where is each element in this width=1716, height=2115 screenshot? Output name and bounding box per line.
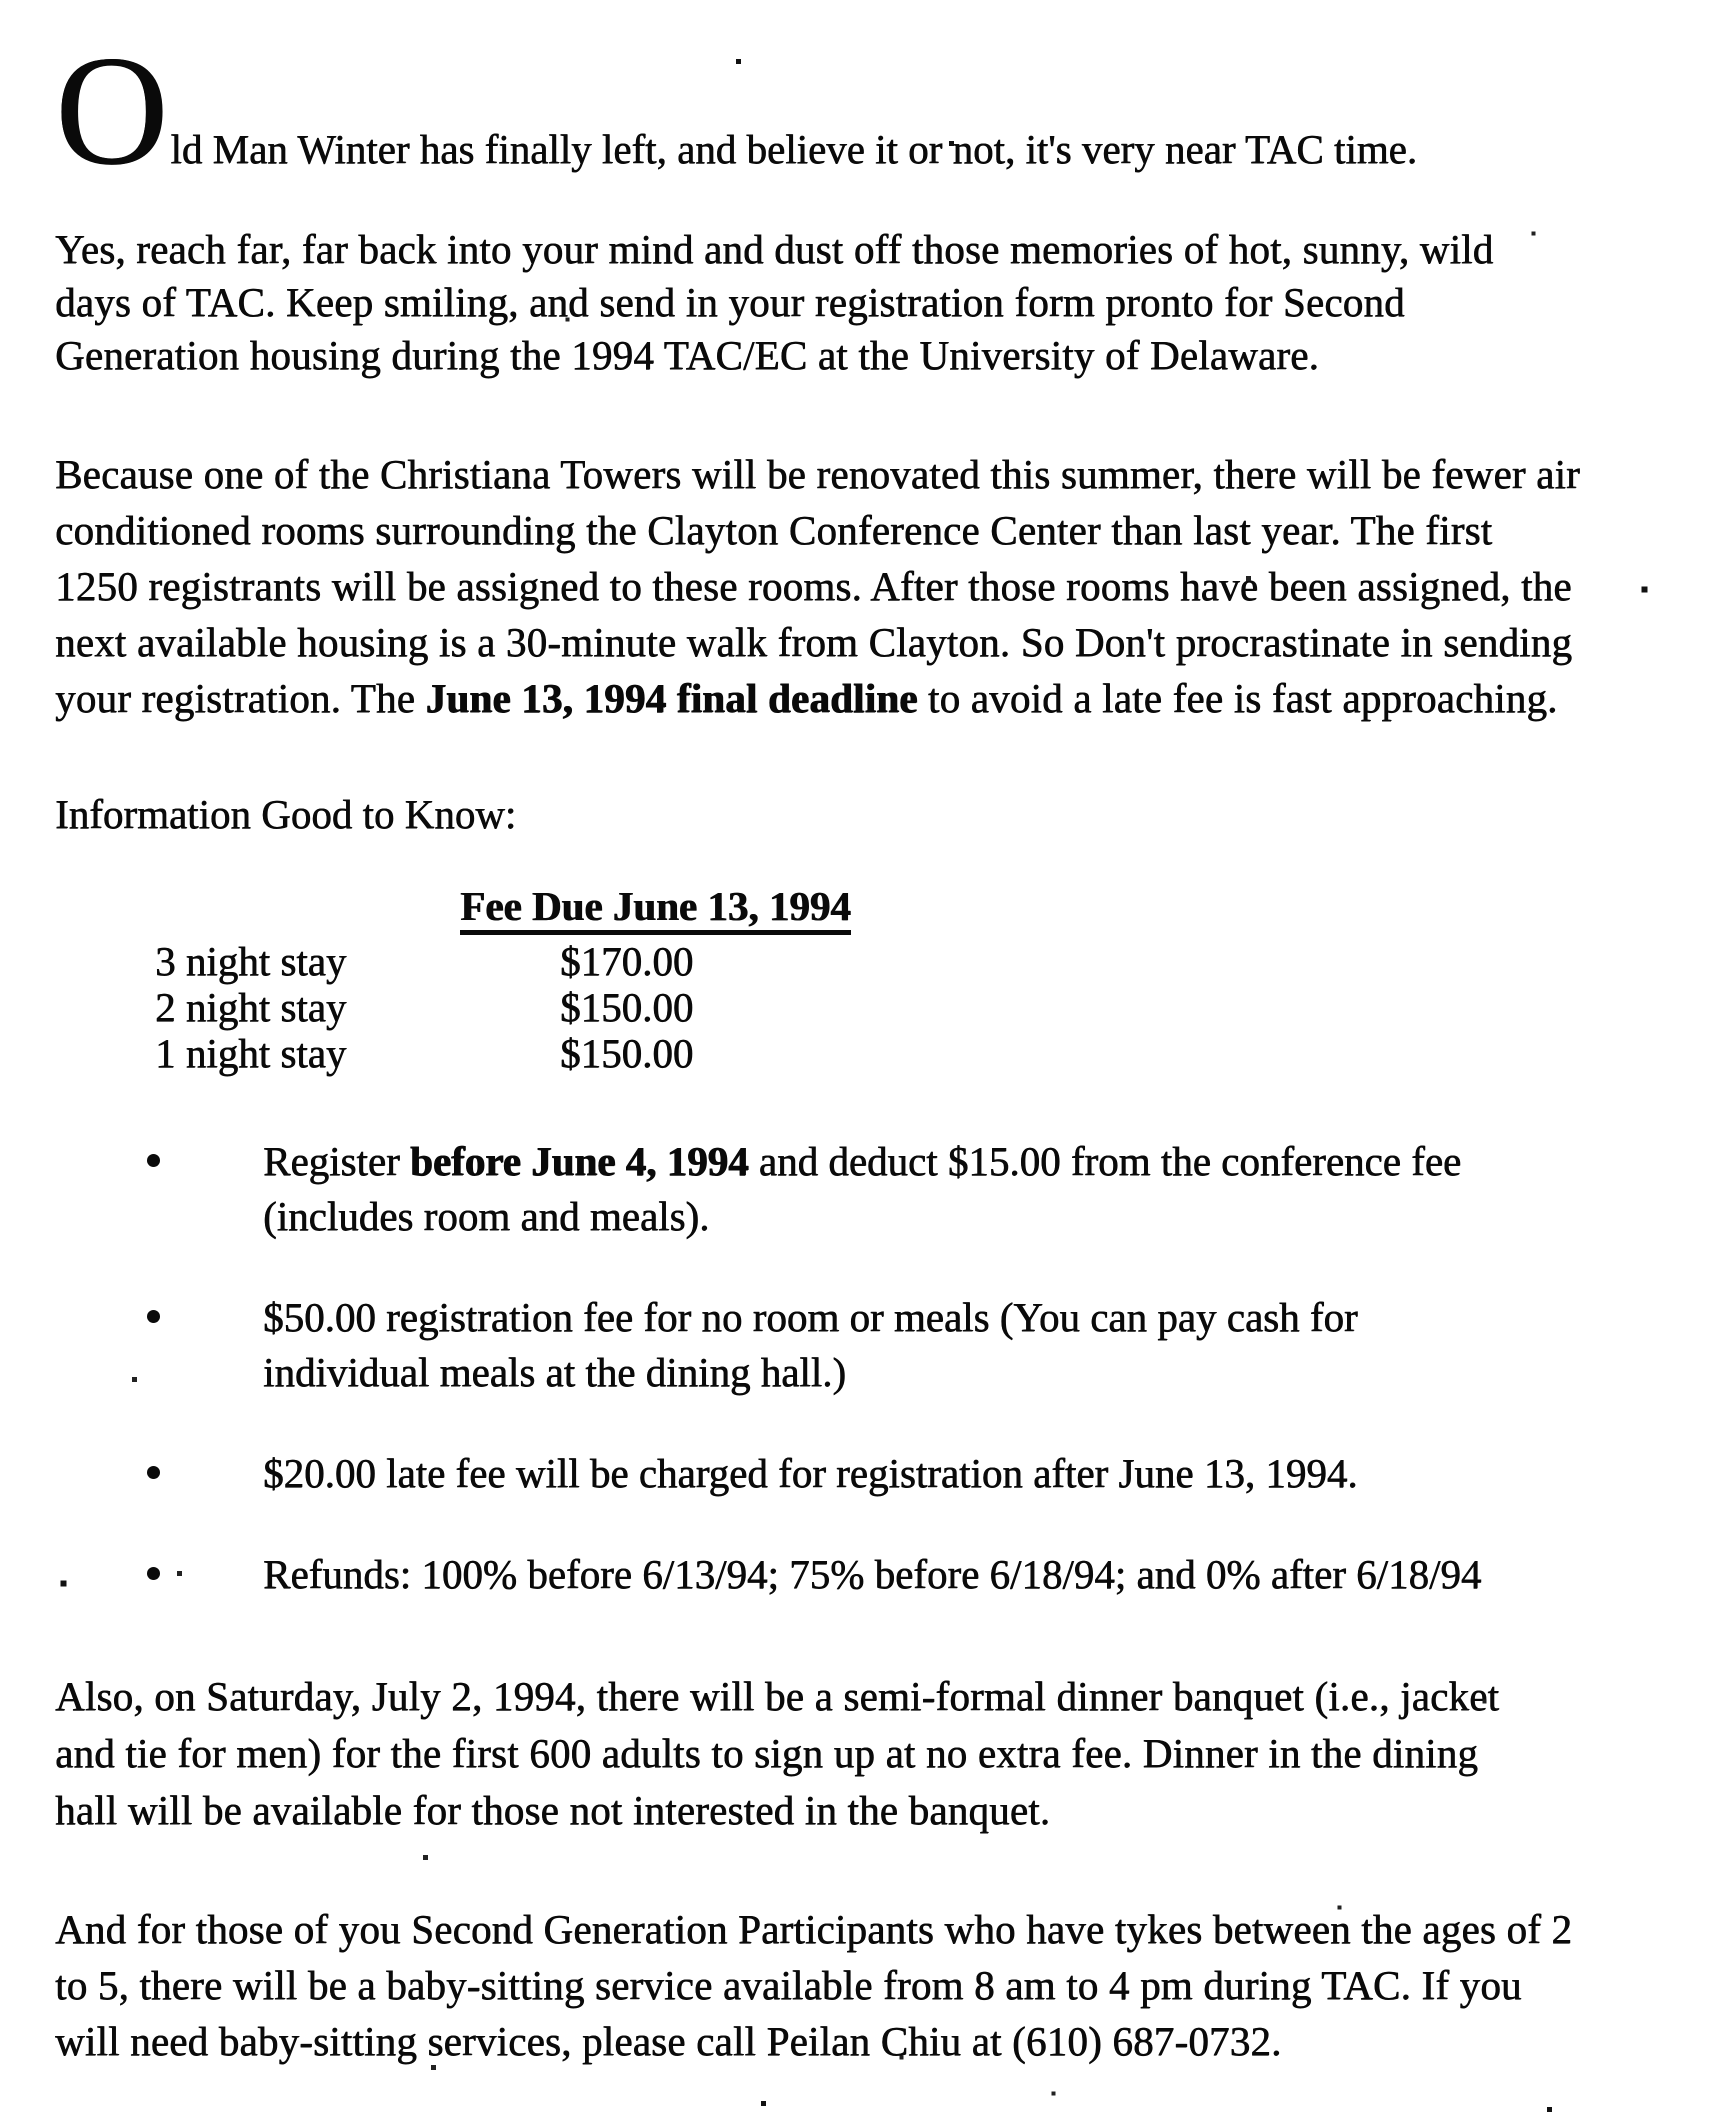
fee-table-header-row xyxy=(460,882,1556,930)
bullet-text: Refunds: 100% before 6/13/94; 75% before 6/18/94; and 0% after 6/18/94 xyxy=(263,1551,1482,1597)
fee-amount: $150.00 xyxy=(560,1030,694,1076)
bullet-text: $50.00 registration fee for no room or meals (You can pay cash for individual meals at the dining hall.) xyxy=(263,1294,1358,1395)
fee-label: 2 night stay xyxy=(155,984,347,1030)
fee-table xyxy=(155,882,1556,1076)
bullet-item-early-discount xyxy=(55,1134,1556,1244)
bullet-dot-icon xyxy=(147,1466,160,1479)
bullet-item-late-fee xyxy=(55,1446,1556,1501)
fee-row-1-night xyxy=(155,1030,1556,1076)
housing-text-post: to avoid a late fee is fast approaching. xyxy=(917,675,1558,721)
fee-amount: $150.00 xyxy=(560,984,694,1030)
deadline-bold-text: June 13, 1994 final deadline xyxy=(425,675,918,721)
bullet-list xyxy=(55,1134,1556,1602)
bullet-dot-icon xyxy=(147,1310,160,1323)
fee-row-2-night xyxy=(155,984,1556,1030)
housing-text-pre: Because one of the Christiana Towers will be renovated this summer, there will be fewer air conditioned rooms surrounding the Clayton Conference Center than last year. The first 1250 registrants will be assigned to these rooms. After those rooms have been assigned, the next available housing is a 30-minute walk from Clayton. So Don't procrastinate in sending your registration. The xyxy=(55,451,1580,721)
opening-paragraph xyxy=(55,23,1556,197)
opening-text: ld Man Winter has finally left, and believe it or not, it's very near TAC time. xyxy=(170,126,1417,172)
bullet-bold-text: before June 4, 1994 xyxy=(409,1138,749,1184)
info-heading: Information Good to Know: xyxy=(55,791,517,837)
banquet-paragraph: Also, on Saturday, July 2, 1994, there will be a semi-formal dinner banquet (i.e., jacket and tie for men) for the first 600 adults to sign up at no extra fee. Dinner in the dining hall will be available for those not interested in the banquet. xyxy=(55,1673,1500,1833)
dropcap-letter: O xyxy=(55,23,171,197)
bullet-dot-icon xyxy=(147,1567,160,1580)
bullet-item-registration-fee xyxy=(55,1290,1556,1400)
fee-label: 1 night stay xyxy=(155,1030,347,1076)
photocopy-noise-specks xyxy=(0,0,3,3)
fee-amount: $170.00 xyxy=(560,938,694,984)
housing-paragraph xyxy=(55,446,1580,726)
bullet-text xyxy=(263,1134,1493,1244)
bullet-text-post: and deduct $15.00 from the conference fee (includes room and meals). xyxy=(263,1138,1462,1239)
intro-paragraph: Yes, reach far, far back into your mind and dust off those memories of hot, sunny, wild days of TAC. Keep smiling, and send in your registration form pronto for Second Generation housing during the 1994 TAC/EC at the University of Delaware. xyxy=(55,226,1494,378)
fee-row-3-night xyxy=(155,938,1556,984)
bullet-item-refunds xyxy=(55,1547,1556,1602)
bullet-text: $20.00 late fee will be charged for registration after June 13, 1994. xyxy=(263,1450,1358,1496)
fee-label: 3 night stay xyxy=(155,938,347,984)
babysitting-paragraph: And for those of you Second Generation Participants who have tykes between the ages of 2 to 5, there will be a baby-sitting service available from 8 am to 4 pm during TAC. If you will need baby-sitting services, please call Peilan Chiu at (610) 687-0732. xyxy=(55,1906,1573,2064)
fee-table-header: Fee Due June 13, 1994 xyxy=(460,883,851,935)
bullet-dot-icon xyxy=(147,1154,160,1167)
bullet-text-pre: Register xyxy=(263,1138,410,1184)
